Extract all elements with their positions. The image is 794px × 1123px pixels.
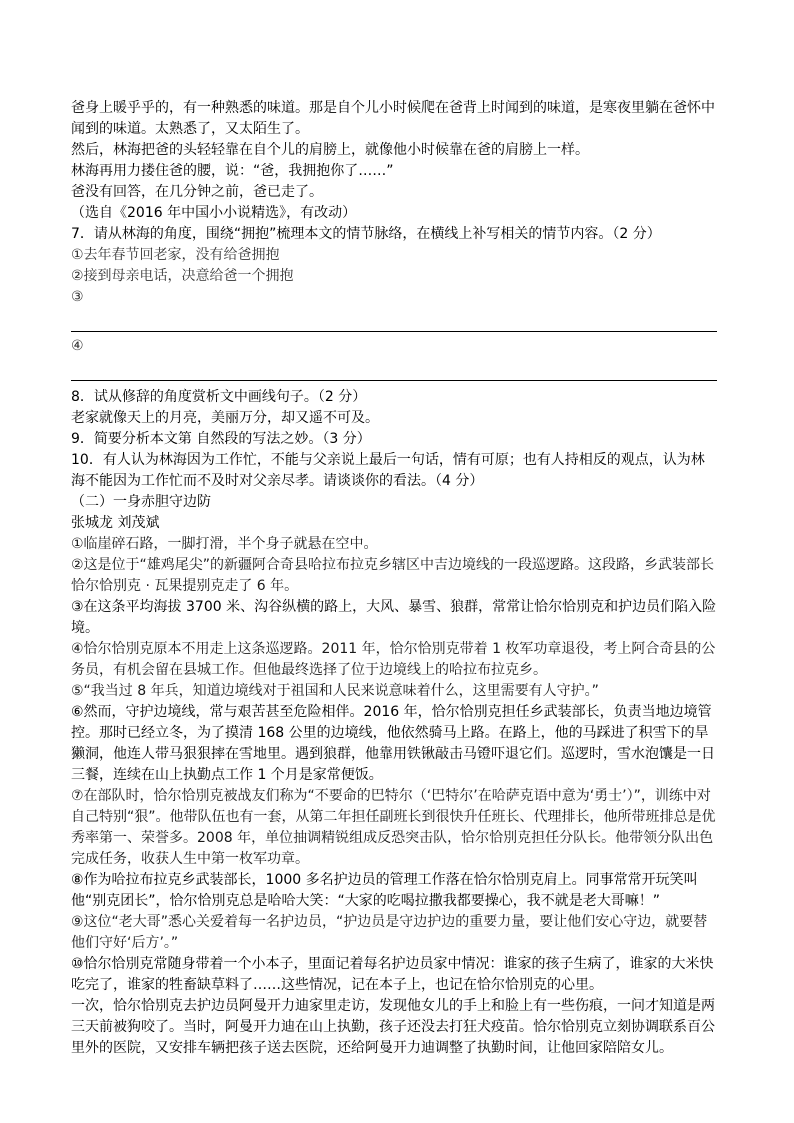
q7-answer-3-blank[interactable] [71,308,717,329]
story-paragraph-1: 爸身上暖乎乎的，有一种熟悉的味道。那是自个儿小时候爬在爸背上时闻到的味道，是寒夜里躺在爸怀中闻到的味道。太熟悉了，又太陌生了。 [71,100,715,137]
story-paragraph-3: 林海再用力搂住爸的腰，说：“爸，我拥抱你了……” [71,163,394,179]
q7-answer-2: ②接到母亲电话，决意给爸一个拥抱 [71,268,294,284]
answer-line-3 [71,331,717,332]
passage2-authors: 张城龙 刘茂斌 [71,515,160,531]
question-8: 8．试从修辞的角度赏析文中画线句子。（2 分） [71,389,367,405]
question-7: 7．请从林海的角度，围绕“拥抱”梳理本文的情节脉络，在横线上补写相关的情节内容。（2 分） [71,226,661,242]
source-note: （选自《2016 年中国小小说精选》，有改动） [71,205,357,221]
passage2-paragraph-11: 一次，恰尔恰別克去护边员阿曼开力迪家里走访，发现他女儿的手上和脸上有一些伤痕，一问才知道是两三天前被狗咬了。当时，阿曼开力迪在山上执勤，孩子还没去打狂犬疫苗。恰尔恰別克立刻协调联系百公里外的医院，又安排车辆把孩子送去医院，还给阿曼开力迪调整了执勤时间，让他回家陪陪女儿。 [71,998,715,1056]
passage2-paragraph-9: ⑨这位“老大哥”悉心关爱着每一名护边员，“护边员是守边护边的重要力量，要让他们安心守边，就要替他们守好‘后方’。” [71,914,708,951]
q7-answer-1: ①去年春节回老家，没有给爸拥抱 [71,247,280,263]
passage2-paragraph-7: ⑦在部队时，恰尔恰別克被战友们称为“不要命的巴特尔（‘巴特尔’在哈萨克语中意为‘勇士’）”，训练中对自己特别“狠”。他带队伍也有一套，从第二年担任副班长到很快升任班长、代理排长，他所带班排总是优秀率第一、荣誉多。2008 年，单位抽调精锐组成反恐突击队，恰尔恰別克担任分队长。他带领分队出色完成任务，收获人生中第一枚军功章。 [71,788,716,867]
passage2-paragraph-1: ①临崖碎石路，一脚打滑，半个身子就悬在空中。 [71,536,378,552]
passage2-paragraph-10: ⑩恰尔恰別克常随身带着一个小本子，里面记着每名护边员家中情况：谁家的孩子生病了，谁家的大米快吃完了，谁家的牲畜缺草料了……这些情况，记在本子上，也记在恰尔恰別克的心里。 [71,956,714,993]
answer-line-4 [71,380,717,381]
passage2-paragraph-5: ⑤“我当过 8 年兵，知道边境线对于祖国和人民来说意味着什么，这里需要有人守护。” [71,683,599,699]
story-paragraph-2: 然后，林海把爸的头轻轻靠在自个儿的肩膀上，就像他小时候靠在爸的肩膀上一样。 [71,142,589,158]
passage2-paragraph-2: ②这是位于“雄鸡尾尖”的新疆阿合奇县哈拉布拉克乡辖区中吉边境线的一段巡逻路。这段路，乡武装部长恰尔恰別克 · 瓦果提别克走了 6 年。 [71,557,715,594]
q7-answer-4-blank[interactable] [71,357,717,378]
q8-sentence: 老家就像天上的月亮，美丽万分，却又遥不可及。 [71,410,379,426]
document-page [71,98,717,1059]
passage2-heading: （二）一身赤胆守边防 [71,494,211,510]
question-9: 9．简要分析本文第 自然段的写法之妙。（3 分） [71,431,371,447]
question-10: 10．有人认为林海因为工作忙，不能与父亲说上最后一句话，情有可原；也有人持相反的观点，认为林海不能因为工作忙而不及时对父亲尽孝。请谈谈你的看法。（4 分） [71,452,705,489]
passage2-paragraph-8: ⑧作为哈拉布拉克乡武装部长，1000 多名护边员的管理工作落在恰尔恰別克肩上。同事常常开玩笑叫他“别克团长”，恰尔恰別克总是哈哈大笑：“大家的吃喝拉撒我都要操心，我不就是老大哥嘛！” [71,872,698,909]
q7-answer-3-label: ③ [71,289,84,305]
q7-answer-4-label: ④ [71,338,84,354]
passage2-paragraph-3: ③在这条平均海拔 3700 米、沟谷纵横的路上，大风、暴雪、狼群，常常让恰尔恰別克和护边员们陷入险境。 [71,599,717,636]
passage2-paragraph-6: ⑥然而，守护边境线，常与艰苦甚至危险相伴。2016 年，恰尔恰別克担任乡武装部长，负责当地边境管控。那时已经立冬，为了摸清 168 公里的边境线，他依然骑马上路。在路上，他的马踩进了积雪下的旱獭洞，他连人带马狠狠摔在雪地里。遇到狼群，他靠用铁锹敲击马镫吓退它们。巡逻时，雪水泡馕是一日三餐，连续在山上执勤点工作 1 个月是家常便饭。 [71,704,715,783]
story-paragraph-4: 爸没有回答，在几分钟之前，爸已走了。 [71,184,323,200]
passage2-paragraph-4: ④恰尔恰別克原本不用走上这条巡逻路。2011 年，恰尔恰別克带着 1 枚军功章退役，考上阿合奇县的公务员，有机会留在县城工作。但他最终选择了位于边境线上的哈拉布拉克乡。 [71,641,716,678]
